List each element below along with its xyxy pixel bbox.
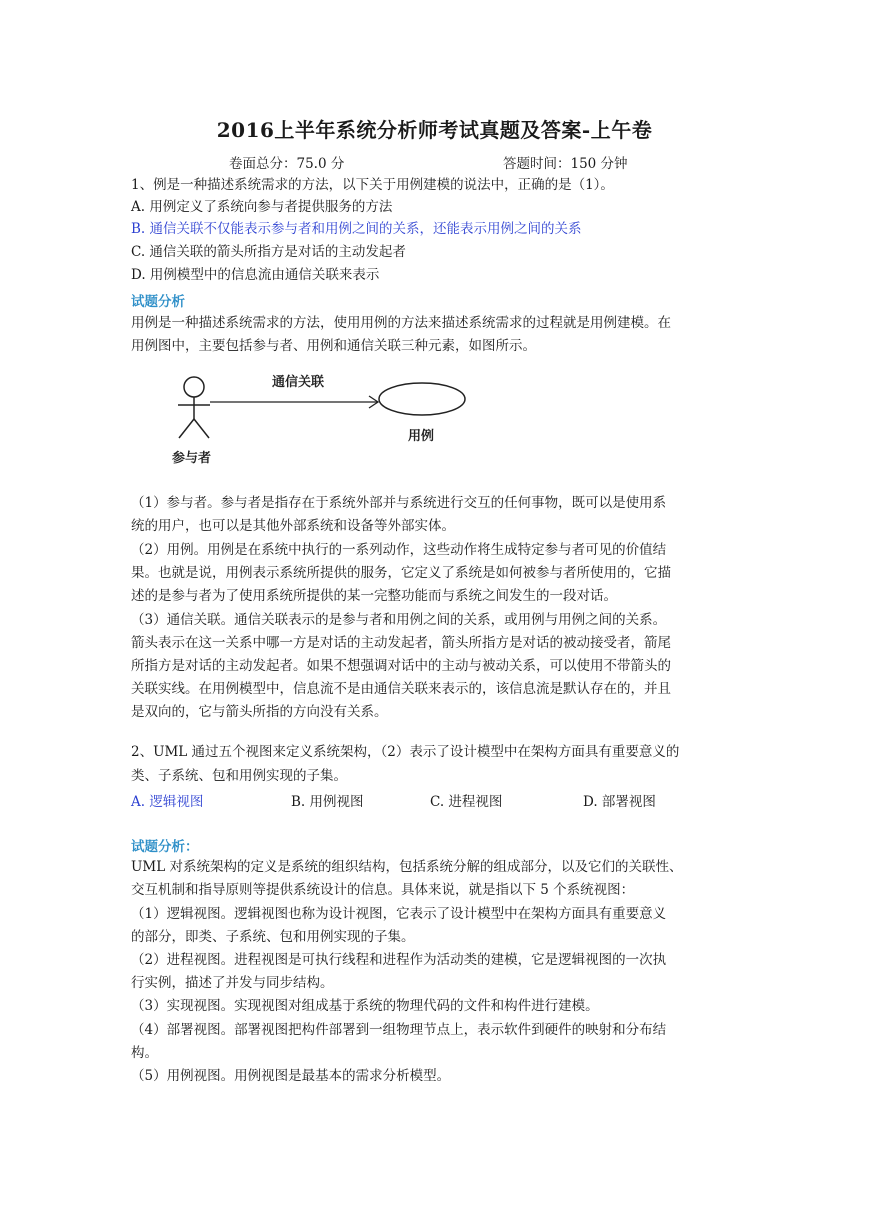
q1-analysis-heading: 试题分析 — [131, 294, 185, 310]
q2-stem-line: 2、UML 通过五个视图来定义系统架构，（2）表示了设计模型中在架构方面具有重要意义的 — [131, 744, 680, 760]
q2-analysis-line: （1）逻辑视图。逻辑视图也称为设计视图，它表示了设计模型中在架构方面具有重要意义 — [131, 906, 667, 922]
q2-analysis-line: 行实例，描述了并发与同步结构。 — [131, 975, 334, 991]
association-arrow — [210, 396, 378, 408]
exam-time: 答题时间：150 分钟 — [503, 156, 628, 172]
use-case-label: 用例 — [408, 429, 435, 444]
q2-analysis-line: （5）用例视图。用例视图是最基本的需求分析模型。 — [131, 1068, 451, 1084]
actor-figure — [178, 377, 210, 438]
q1-explain-line: 是双向的，它与箭头所指的方向没有关系。 — [131, 704, 388, 720]
q1-explain-line: 果。也就是说，用例表示系统所提供的服务，它定义了系统是如何被参与者所使用的，它描 — [131, 565, 671, 581]
q2-option-d: D. 部署视图 — [583, 794, 656, 810]
q1-explain-line: 关联实线。在用例模型中，信息流不是由通信关联来表示的，该信息流是默认存在的，并且 — [131, 681, 671, 697]
q1-analysis-line: 用例是一种描述系统需求的方法，使用用例的方法来描述系统需求的过程就是用例建模。在 — [131, 315, 671, 331]
q2-analysis-heading: 试题分析： — [131, 839, 199, 855]
q1-stem: 1、例是一种描述系统需求的方法，以下关于用例建模的说法中，正确的是（1）。 — [131, 177, 614, 193]
q1-explain-line: 所指方是对话的主动发起者。如果不想强调对话中的主动与被动关系，可以使用不带箭头的 — [131, 658, 671, 674]
q1-explain-line: （3）通信关联。通信关联表示的是参与者和用例之间的关系，或用例与用例之间的关系。 — [131, 612, 667, 628]
page-title: 2016上半年系统分析师考试真题及答案-上午卷 — [216, 118, 653, 142]
q1-explain-line: 述的是参与者为了使用系统所提供的某一完整功能而与系统之间发生的一段对话。 — [131, 588, 617, 604]
q2-stem-line: 类、子系统、包和用例实现的子集。 — [131, 768, 347, 784]
q1-explain-line: 统的用户，也可以是其他外部系统和设备等外部实体。 — [131, 518, 455, 534]
q2-option-a: A. 逻辑视图 — [131, 794, 204, 810]
q2-analysis-line: 交互机制和指导原则等提供系统设计的信息。具体来说，就是指以下 5 个系统视图： — [131, 882, 635, 898]
q2-analysis-line: 的部分，即类、子系统、包和用例实现的子集。 — [131, 929, 415, 945]
total-score: 卷面总分：75.0 分 — [229, 156, 345, 172]
q2-option-c: C. 进程视图 — [430, 794, 503, 810]
q2-analysis-line: 构。 — [131, 1045, 158, 1061]
q1-option-a: A. 用例定义了系统向参与者提供服务的方法 — [131, 199, 393, 215]
q1-explain-line: （1）参与者。参与者是指存在于系统外部并与系统进行交互的任何事物，既可以是使用系 — [131, 495, 667, 511]
q2-analysis-line: （3）实现视图。实现视图对组成基于系统的物理代码的文件和构件进行建模。 — [131, 998, 599, 1014]
q2-option-b: B. 用例视图 — [291, 794, 364, 810]
q2-analysis-line: （2）进程视图。进程视图是可执行线程和进程作为活动类的建模，它是逻辑视图的一次执 — [131, 952, 667, 968]
q1-option-c: C. 通信关联的箭头所指方是对话的主动发起者 — [131, 244, 406, 260]
q1-explain-line: （2）用例。用例是在系统中执行的一系列动作，这些动作将生成特定参与者可见的价值结 — [131, 542, 667, 558]
q2-analysis-line: UML 对系统架构的定义是系统的组织结构，包括系统分解的组成部分，以及它们的关联性、 — [131, 859, 683, 875]
actor-label: 参与者 — [172, 451, 212, 466]
q1-option-b: B. 通信关联不仅能表示参与者和用例之间的关系，还能表示用例之间的关系 — [131, 221, 582, 237]
q1-option-d: D. 用例模型中的信息流由通信关联来表示 — [131, 267, 380, 283]
use-case-diagram — [160, 370, 480, 480]
association-label: 通信关联 — [272, 375, 325, 390]
use-case-ellipse — [379, 383, 465, 415]
q1-explain-line: 箭头表示在这一关系中哪一方是对话的主动发起者，箭头所指方是对话的被动接受者，箭尾 — [131, 635, 671, 651]
q2-analysis-line: （4）部署视图。部署视图把构件部署到一组物理节点上，表示软件到硬件的映射和分布结 — [131, 1022, 667, 1038]
q1-analysis-line: 用例图中，主要包括参与者、用例和通信关联三种元素，如图所示。 — [131, 338, 536, 354]
